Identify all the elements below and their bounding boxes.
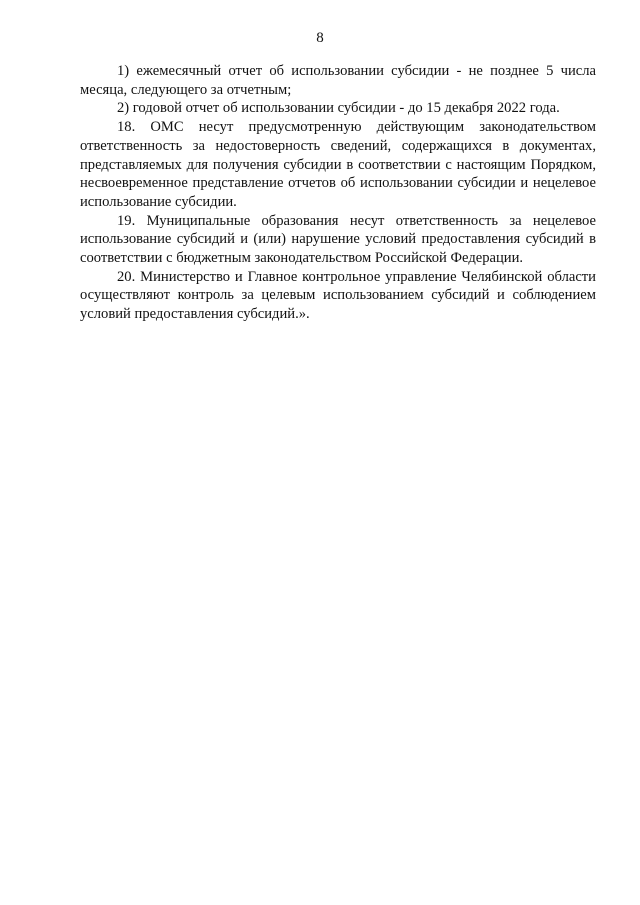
page-number: 8 xyxy=(316,30,324,46)
paragraph-20: 20. Министерство и Главное контрольное управление Челябинской области осуществляют контроль за целевым использованием субсидий и соблюдением условий предоставления субсидий.». xyxy=(80,268,596,323)
paragraph-19: 19. Муниципальные образования несут ответственность за нецелевое использование субсидий и (или) нарушение условий предоставления субсидий в соответствии с бюджетным законодательством Российской Федерации. xyxy=(80,212,596,267)
paragraph-annual-report: 2) годовой отчет об использовании субсидии - до 15 декабря 2022 года. xyxy=(117,100,560,117)
paragraph-18: 18. ОМС несут предусмотренную действующим законодательством ответственность за недостоверность сведений, содержащихся в документах, представляемых для получения субсидии в соответствии с настоящим Порядком, несвоевременное представление отчетов об использовании субсидии и нецелевое использование субсидии. xyxy=(80,119,596,210)
paragraph-monthly-report: 1) ежемесячный отчет об использовании субсидии - не позднее 5 числа месяца, следующего за отчетным; xyxy=(80,63,596,98)
document-body xyxy=(80,62,596,324)
